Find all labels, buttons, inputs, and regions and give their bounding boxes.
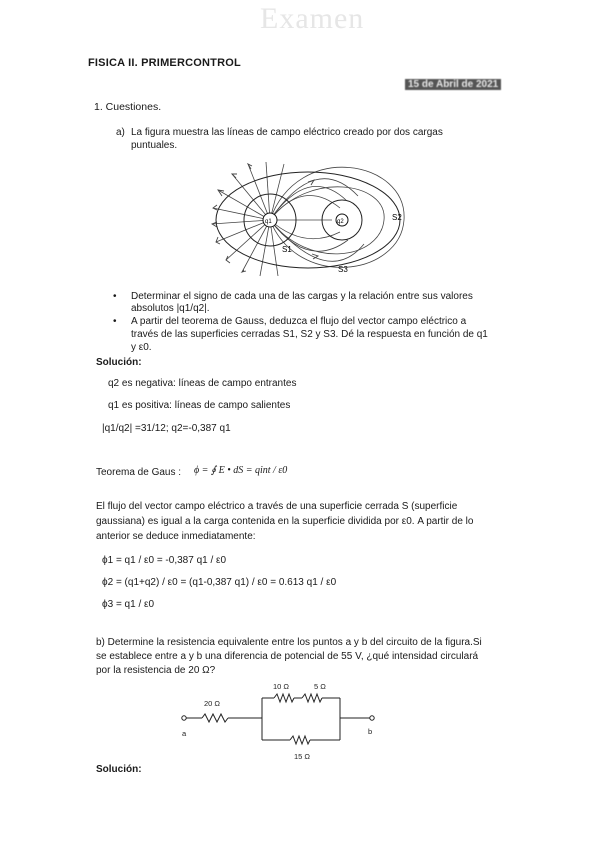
label-r15: 15 Ω: [294, 752, 311, 761]
item-a-text-line1: La figura muestra las líneas de campo eléctrico creado por dos cargas: [131, 127, 443, 138]
bullet-dot-1: •: [113, 291, 117, 302]
para1-line2: gaussiana) es igual a la carga contenida en la superficie dividida por ε0. A partir de lo: [96, 516, 474, 527]
item-a-text-line2: puntuales.: [131, 140, 178, 151]
gauss-label: Teorema de Gaus :: [96, 467, 182, 478]
partb-line1: b) Determine la resistencia equivalente entre los puntos a y b del circuito de la figura.Si: [96, 637, 482, 648]
label-s3: S3: [338, 265, 348, 274]
section-heading-cuestiones: 1. Cuestiones.: [94, 101, 162, 113]
solution1-line3: |q1/q2| =31/12; q2=-0,387 q1: [102, 423, 231, 434]
partb-line2: se establece entre a y b una diferencia de potencial de 55 V, ¿qué intensidad circulará: [96, 651, 479, 662]
terminal-b: [370, 716, 374, 720]
bullet1-line1: Determinar el signo de cada una de las cargas y la relación entre sus valores: [131, 291, 473, 302]
label-r5: 5 Ω: [314, 682, 326, 691]
gauss-formula: ϕ = ∮ E • dS = qint / ε0: [194, 465, 288, 476]
solution1-line2: q1 es positiva: líneas de campo salientes: [108, 400, 291, 411]
header-watermark-text: Examen: [260, 2, 365, 35]
solution1-line1: q2 es negativa: líneas de campo entrantes: [108, 378, 297, 389]
partb-line3: por la resistencia de 20 Ω?: [96, 665, 216, 676]
label-s2: S2: [392, 213, 402, 222]
label-r20: 20 Ω: [204, 699, 221, 708]
phi3-equation: ϕ3 = q1 / ε0: [102, 599, 155, 610]
document-title: FISICA II. PRIMERCONTROL: [88, 57, 241, 69]
bullet1-line2: absolutos |q1/q2|.: [131, 303, 210, 314]
item-a-label: a): [116, 127, 125, 138]
header-watermark-strip: [0, 0, 603, 40]
resistor-10: [274, 694, 294, 702]
electric-field-figure: [208, 160, 412, 278]
bullet2-line3: y ε0.: [131, 342, 152, 353]
terminal-a: [182, 716, 186, 720]
document-date: 15 de Abril de 2021: [405, 79, 501, 90]
bullet2-line2: través de las superficies cerradas S1, S2 y S3. Dé la respuesta en función de q1: [131, 329, 488, 340]
label-b: b: [368, 727, 373, 736]
para1-line3: anterior se deduce inmediatamente:: [96, 531, 256, 542]
resistor-5: [302, 694, 322, 702]
resistor-20: [202, 714, 228, 722]
bullet2-line1: A partir del teorema de Gauss, deduzca el flujo del vector campo eléctrico a: [131, 316, 467, 327]
resistor-15: [290, 736, 310, 744]
label-q1: q1: [265, 219, 272, 225]
phi2-equation: ϕ2 = (q1+q2) / ε0 = (q1-0,387 q1) / ε0 = 0.613 q1 / ε0: [102, 577, 337, 588]
solution1-heading: Solución:: [96, 357, 142, 368]
para1-line1: El flujo del vector campo eléctrico a través de una superficie cerrada S (superficie: [96, 501, 458, 512]
phi1-equation: ϕ1 = q1 / ε0 = -0,387 q1 / ε0: [102, 555, 227, 566]
label-r10: 10 Ω: [273, 682, 290, 691]
solution2-heading: Solución:: [96, 764, 142, 775]
bullet-dot-2: •: [113, 316, 117, 327]
label-s1: S1: [282, 245, 292, 254]
resistor-circuit-figure: [176, 680, 386, 762]
label-q2: q2: [337, 219, 344, 225]
label-a: a: [182, 729, 187, 738]
